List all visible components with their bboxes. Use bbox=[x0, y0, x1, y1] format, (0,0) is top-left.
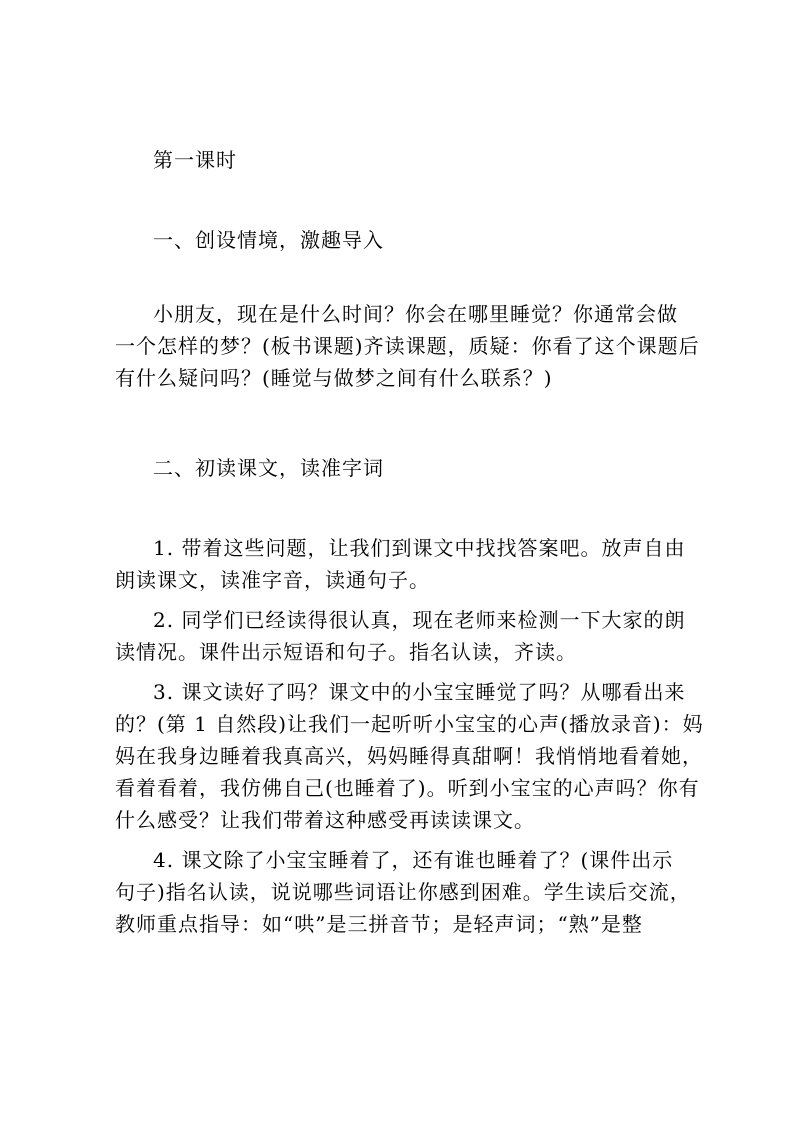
list-item-line: 的？(第 1 自然段)让我们一起听听小宝宝的心声(播放录音)：妈 bbox=[115, 712, 704, 736]
section1-heading: 一、创设情境，激趣导入 bbox=[153, 228, 384, 252]
list-item-line: 什么感受？让我们带着这种感受再读读课文。 bbox=[115, 808, 535, 832]
paragraph-line: 一个怎样的梦？(板书课题)齐读课题，质疑：你看了这个课题后 bbox=[115, 334, 700, 358]
paragraph-line: 有什么疑问吗？(睡觉与做梦之间有什么联系？) bbox=[115, 366, 553, 390]
list-item-line: 教师重点指导：如“哄”是三拼音节；是轻声词；“熟”是整 bbox=[115, 912, 643, 936]
list-item-line: 读情况。课件出示短语和句子。指名认读，齐读。 bbox=[115, 640, 577, 664]
list-item-line: 4. 课文除了小宝宝睡着了，还有谁也睡着了？(课件出示 bbox=[153, 848, 674, 872]
list-item-line: 朗读课文，读准字音，读通句子。 bbox=[115, 568, 430, 592]
list-item bbox=[115, 844, 695, 940]
list-item-line: 看着看着，我仿佛自己(也睡着了)。听到小宝宝的心声吗？你有 bbox=[115, 776, 700, 800]
list-item-line: 句子)指名认读，说说哪些词语让你感到困难。学生读后交流， bbox=[115, 880, 691, 904]
list-item bbox=[115, 532, 695, 596]
list-item-line: 3. 课文读好了吗？课文中的小宝宝睡觉了吗？从哪看出来 bbox=[153, 680, 686, 704]
lesson-title-block bbox=[115, 144, 695, 176]
paragraph-line: 小朋友，现在是什么时间？你会在哪里睡觉？你通常会做 bbox=[153, 302, 678, 326]
section2-heading: 二、初读课文，读准字词 bbox=[153, 456, 384, 480]
section2-list bbox=[115, 532, 704, 940]
section1-heading-block bbox=[115, 224, 695, 256]
list-item-line: 2. 同学们已经读得很认真，现在老师来检测一下大家的朗 bbox=[153, 608, 686, 632]
list-item-line: 1. 带着这些问题，让我们到课文中找找答案吧。放声自由 bbox=[153, 536, 686, 560]
list-item-line: 妈在我身边睡着我真高兴，妈妈睡得真甜啊！我悄悄地看着她， bbox=[115, 744, 703, 768]
section2-heading-block bbox=[115, 452, 695, 484]
list-item bbox=[115, 604, 695, 668]
lesson-title: 第一课时 bbox=[153, 148, 237, 172]
list-item bbox=[115, 676, 704, 836]
section1-paragraph bbox=[115, 298, 700, 394]
